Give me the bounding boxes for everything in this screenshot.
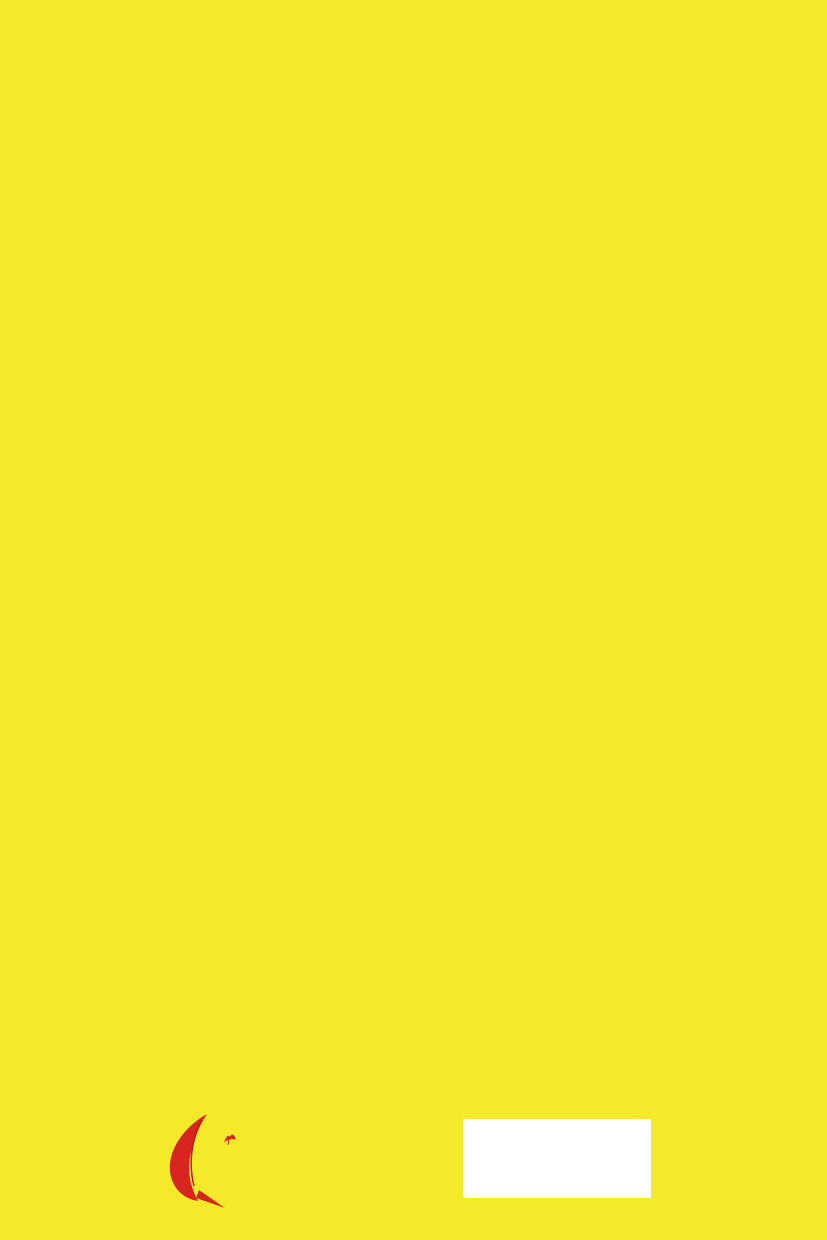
barcode-graphic <box>463 1119 651 1198</box>
isbn-barcode <box>463 1119 651 1198</box>
publisher-name-line1 <box>222 1128 234 1150</box>
feather-icon <box>170 1114 225 1208</box>
publisher-logo <box>152 1076 352 1210</box>
feather-and-birds-illustration <box>152 1076 352 1210</box>
small-bird-icon <box>224 1132 236 1146</box>
back-cover-content <box>97 84 747 128</box>
